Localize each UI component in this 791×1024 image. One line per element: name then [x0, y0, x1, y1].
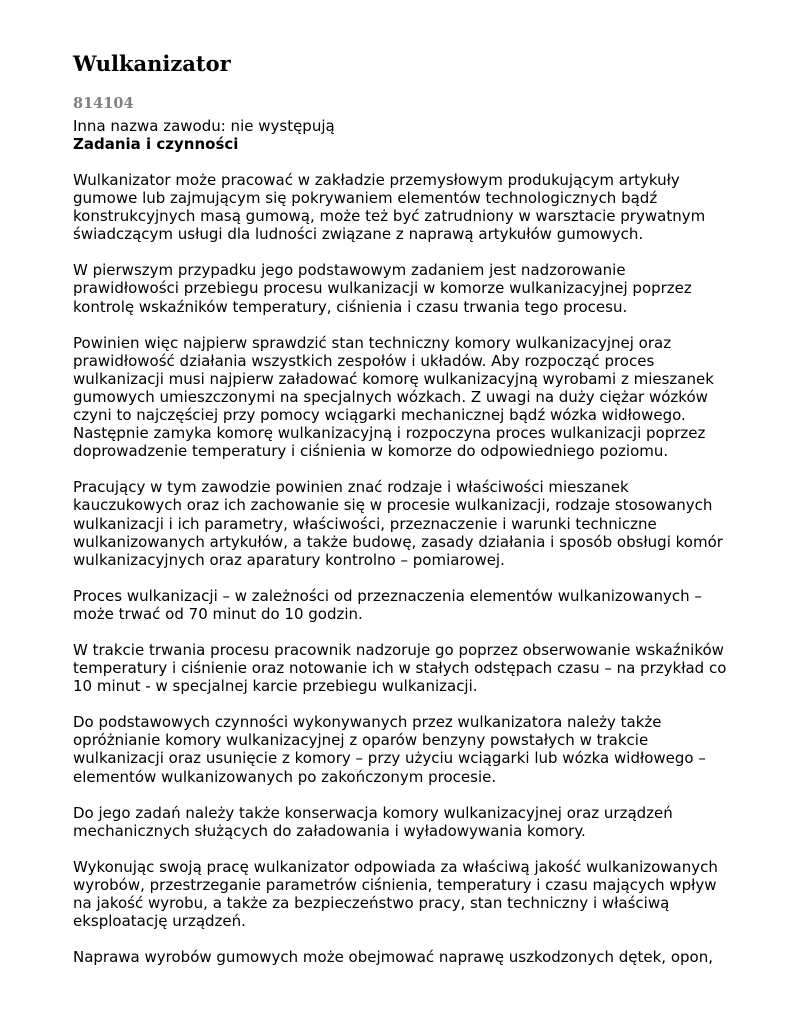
occupation-code: 814104: [73, 95, 134, 112]
section-title: Zadania i czynności: [73, 135, 239, 153]
paragraph: Powinien więc najpierw sprawdzić stan techniczny komory wulkanizacyjnej oraz prawidłowość działania wszystkich zespołów i układów. Aby rozpocząć proces wulkanizacji musi najpierw załadować komorę wulkanizacyjną wyrobami z mieszanek gumowych umieszczonymi na specjalnych wózkach. Z uwagi na duży ciężar wózków czyni to najczęściej przy pomocy wciągarki mechanicznej bądź wózka widłowego. Następnie zamyka komorę wulkanizacyjną i rozpoczyna proces wulkanizacji poprzez doprowadzenie temperatury i ciśnienia w komorze do odpowiedniego poziomu.: [73, 333, 714, 461]
paragraph: W pierwszym przypadku jego podstawowym zadaniem jest nadzorowanie prawidłowości przebiegu procesu wulkanizacji w komorze wulkanizacyjnej poprzez kontrolę wskaźników temperatury, ciśnienia i czasu trwania tego procesu.: [73, 261, 692, 316]
paragraph: Naprawa wyrobów gumowych może obejmować naprawę uszkodzonych dętek, opon,: [73, 948, 713, 967]
alternative-name: Inna nazwa zawodu: nie występują: [73, 117, 335, 135]
document-page: [73, 50, 763, 966]
paragraph: Do jego zadań należy także konserwacja komory wulkanizacyjnej oraz urządzeń mechanicznych służących do załadowania i wyładowywania komory.: [73, 803, 673, 840]
page-title: Wulkanizator: [73, 51, 231, 76]
paragraph: Wykonując swoją pracę wulkanizator odpowiada za właściwą jakość wulkanizowanych wyrobów, przestrzeganie parametrów ciśnienia, temperatury i czasu mających wpływ na jakość wyrobu, a także za bezpieczeństwo pracy, stan techniczny i właściwą eksploatację urządzeń.: [73, 857, 718, 931]
paragraph: Do podstawowych czynności wykonywanych przez wulkanizatora należy także opróżnianie komory wulkanizacyjnej z oparów benzyny powstałych w trakcie wulkanizacji oraz usunięcie z komory – przy użyciu wciągarki lub wózka widłowego – elementów wulkanizowanych po zakończonym procesie.: [73, 713, 706, 786]
paragraph: Proces wulkanizacji – w zależności od przeznaczenia elementów wulkanizowanych – może trwać od 70 minut do 10 godzin.: [73, 586, 702, 623]
paragraph: Pracujący w tym zawodzie powinien znać rodzaje i właściwości mieszanek kauczukowych oraz ich zachowanie się w procesie wulkanizacji, rodzaje stosowanych wulkanizacji i ich parametry, właściwości, przeznaczenie i warunki techniczne wulkanizowanych artykułów, a także budowę, zasady działania i sposób obsługi komór wulkanizacyjnych oraz aparatury kontrolno – pomiarowej.: [73, 478, 723, 569]
paragraph: W trakcie trwania procesu pracownik nadzoruje go poprzez obserwowanie wskaźników temperatury i ciśnienie oraz notowanie ich w stałych odstępach czasu – na przykład co 10 minut - w specjalnej karcie przebiegu wulkanizacji.: [73, 640, 727, 696]
paragraph: Wulkanizator może pracować w zakładzie przemysłowym produkującym artykuły gumowe lub zajmującym się pokrywaniem elementów technologicznych bądź konstrukcyjnych masą gumową, może też być zatrudniony w warsztacie prywatnym świadczącym usługi dla ludności związane z naprawą artykułów gumowych.: [73, 171, 706, 244]
